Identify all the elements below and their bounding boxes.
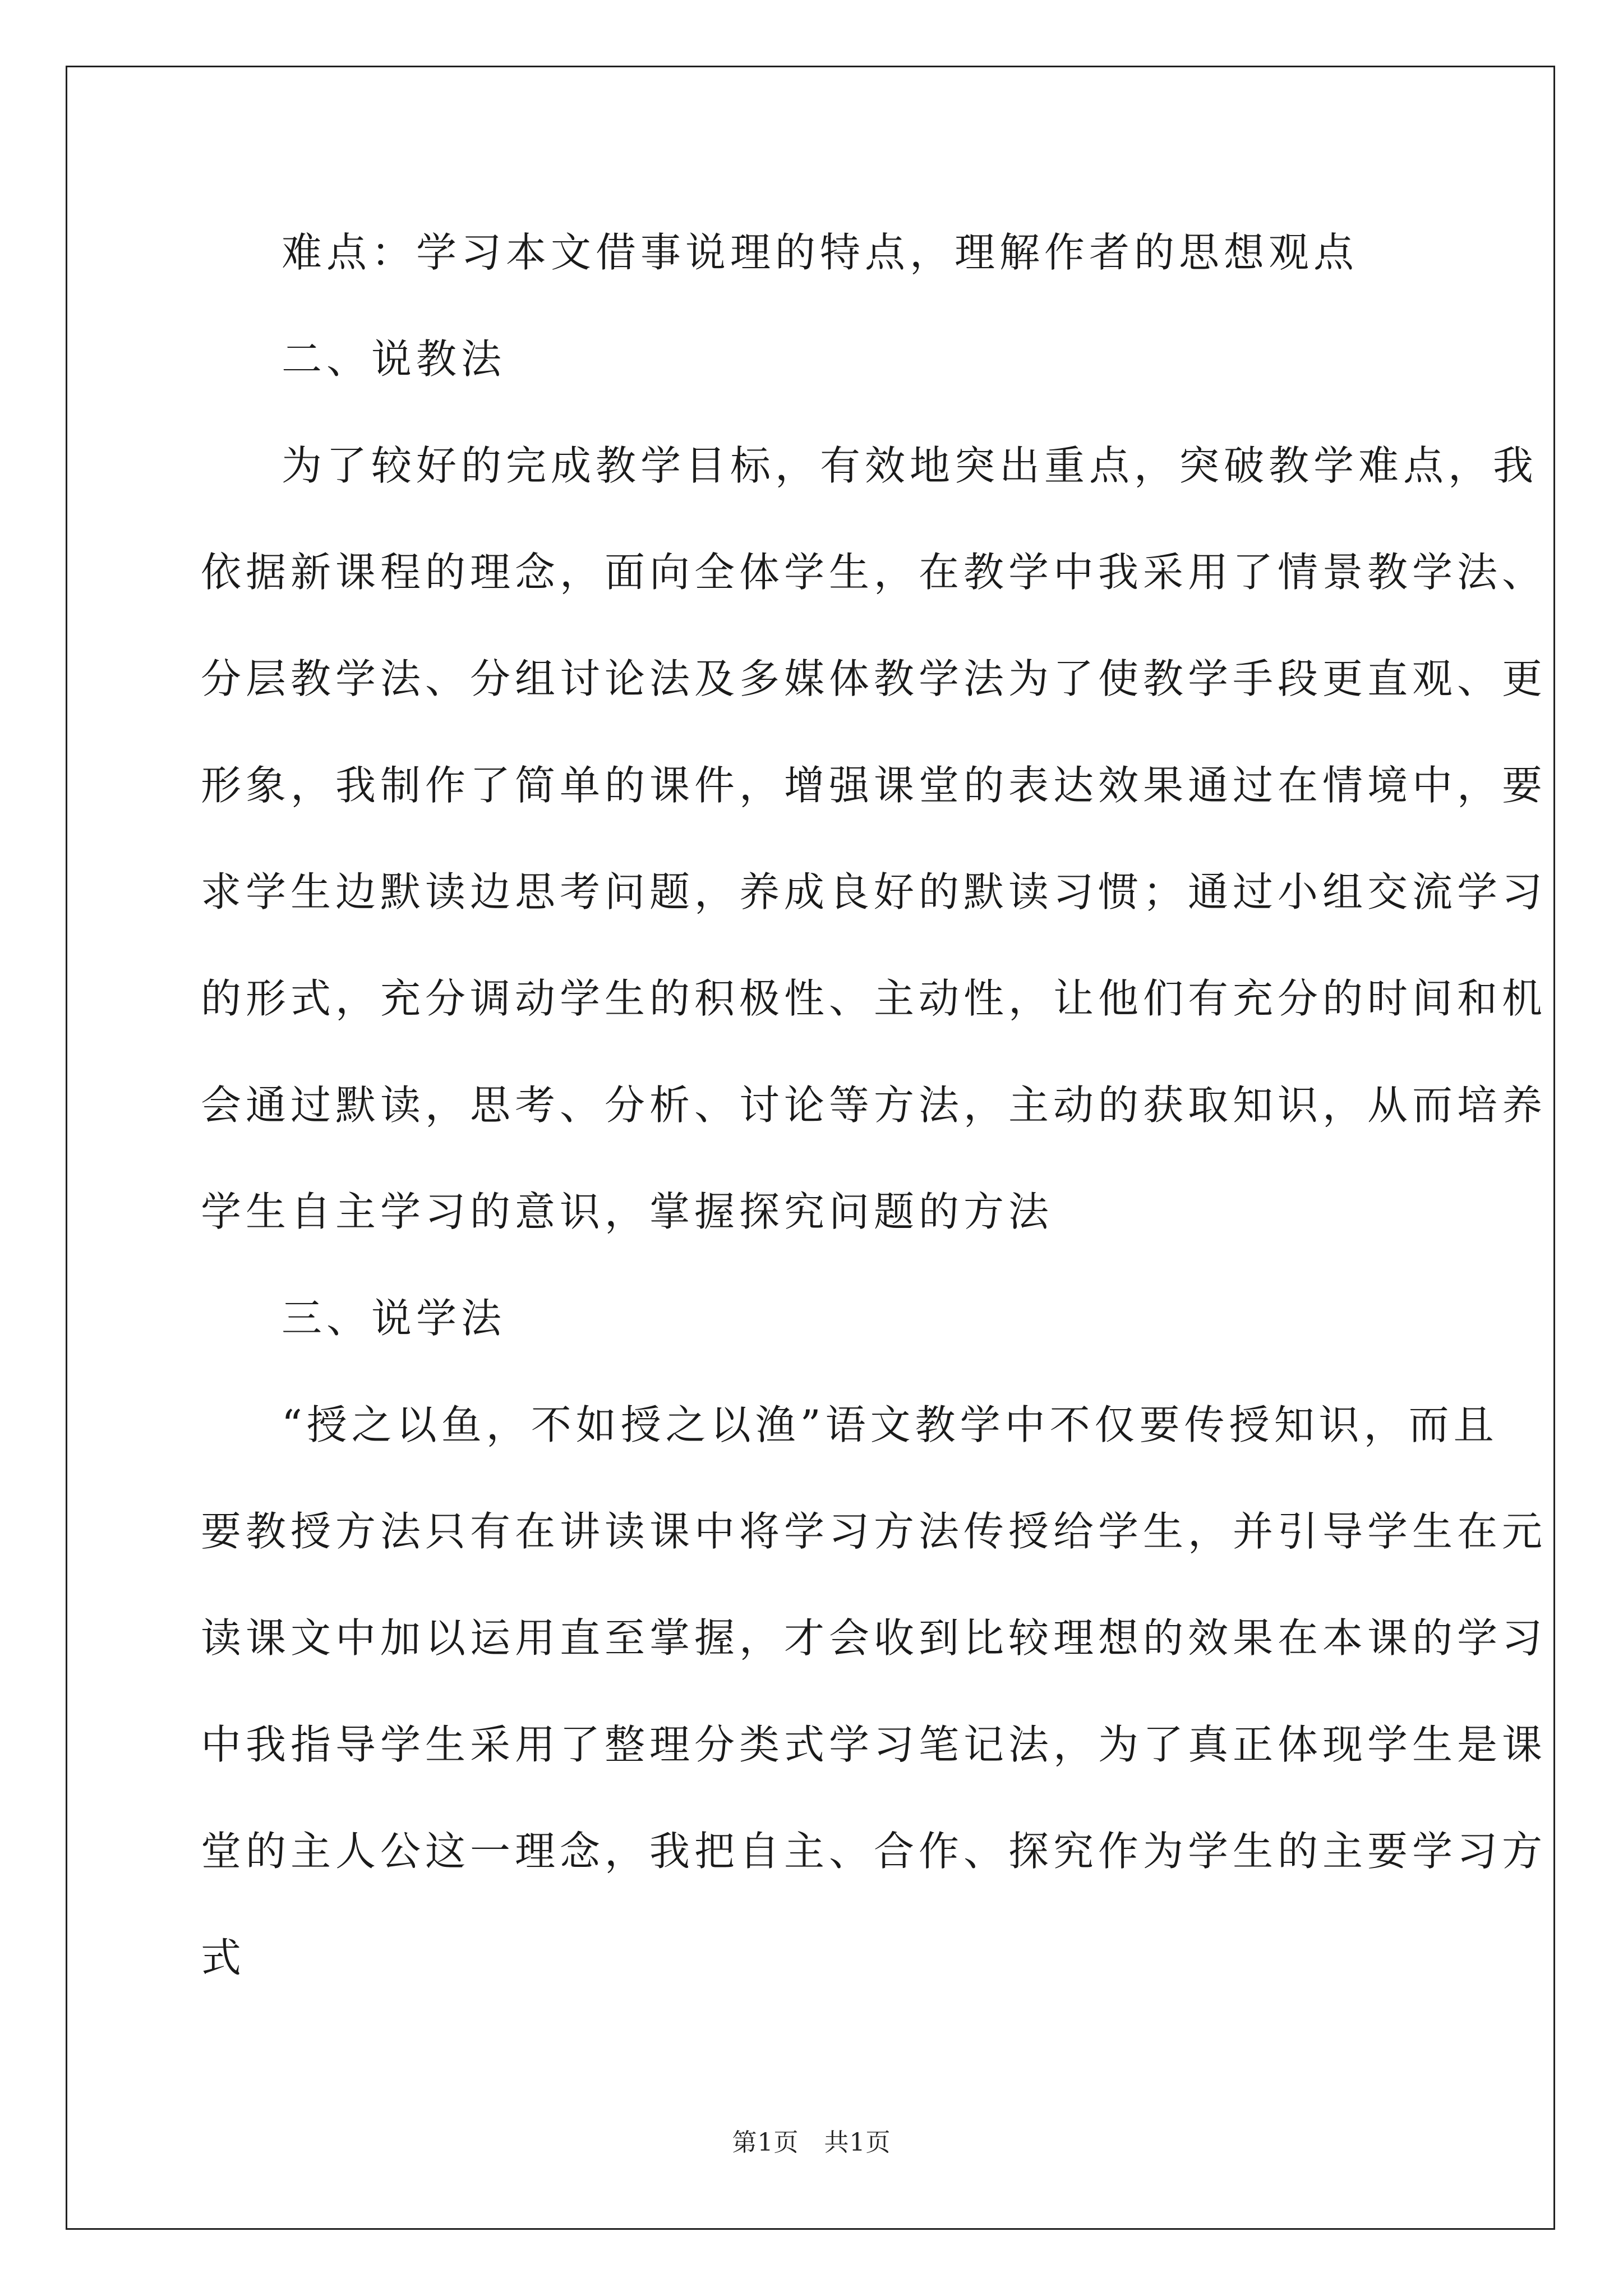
section-heading-learning-method: 三、说学法 [282, 1295, 506, 1342]
paragraph-line: 的形式，充分调动学生的积极性、主动性，让他们有充分的时间和机 [201, 975, 1547, 1022]
paragraph-line: 读课文中加以运用直至掌握，才会收到比较理想的效果在本课的学习 [201, 1614, 1547, 1662]
page-border [66, 66, 1555, 2230]
paragraph-line: 学生自主学习的意识，掌握探究问题的方法 [201, 1188, 1054, 1235]
paragraph-line: 要教授方法只有在讲读课中将学习方法传授给学生，并引导学生在元 [201, 1508, 1547, 1555]
paragraph-line: 依据新课程的理念，面向全体学生，在教学中我采用了情景教学法、 [201, 549, 1547, 596]
page-number-footer: 第1页 共1页 [732, 2128, 891, 2157]
paragraph-line: 中我指导学生采用了整理分类式学习笔记法，为了真正体现学生是课 [201, 1721, 1547, 1768]
paragraph-line: 会通过默读，思考、分析、讨论等方法，主动的获取知识，从而培养 [201, 1082, 1547, 1129]
paragraph-line: 分层教学法、分组讨论法及多媒体教学法为了使教学手段更直观、更 [201, 655, 1547, 702]
paragraph-line: 为了较好的完成教学目标，有效地突出重点，突破教学难点，我 [282, 442, 1538, 489]
paragraph-line: “授之以鱼，不如授之以渔”语文教学中不仅要传授知识，而且 [282, 1401, 1498, 1448]
paragraph-line: 形象，我制作了简单的课件，增强课堂的表达效果通过在情境中，要 [201, 762, 1547, 809]
paragraph-line: 求学生边默读边思考问题，养成良好的默读习惯；通过小组交流学习 [201, 868, 1547, 915]
paragraph-line: 式 [201, 1934, 246, 1981]
difficulty-line: 难点：学习本文借事说理的特点，理解作者的思想观点 [282, 229, 1359, 276]
paragraph-line: 堂的主人公这一理念，我把自主、合作、探究作为学生的主要学习方 [201, 1828, 1547, 1875]
section-heading-teaching-method: 二、说教法 [282, 335, 506, 383]
